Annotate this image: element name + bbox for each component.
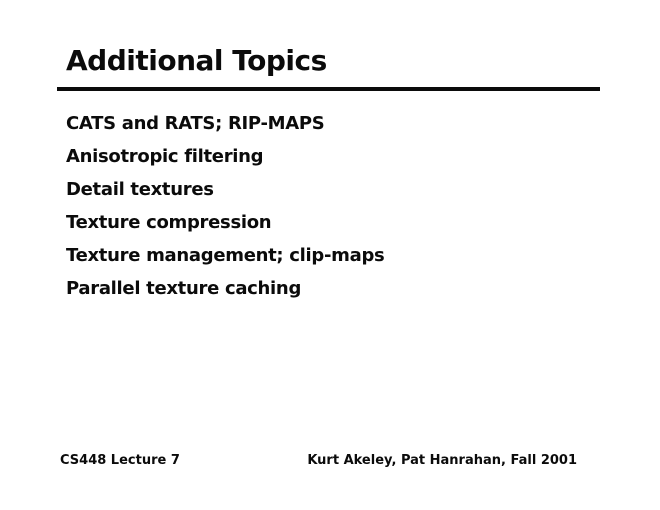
footer-lecture-label: CS448 Lecture 7: [60, 453, 180, 468]
list-item: Detail textures: [66, 179, 214, 200]
slide-footer: [60, 453, 577, 468]
page-title: Additional Topics: [66, 44, 327, 77]
title-underline-rule: [57, 87, 600, 91]
footer-authors-label: Kurt Akeley, Pat Hanrahan, Fall 2001: [307, 453, 577, 468]
list-item: Parallel texture caching: [66, 278, 302, 299]
list-item: Texture compression: [66, 212, 272, 233]
list-item: Texture management; clip-maps: [66, 245, 385, 266]
topic-list: [66, 107, 384, 305]
list-item: CATS and RATS; RIP-MAPS: [66, 113, 325, 134]
list-item: Anisotropic filtering: [66, 146, 264, 167]
